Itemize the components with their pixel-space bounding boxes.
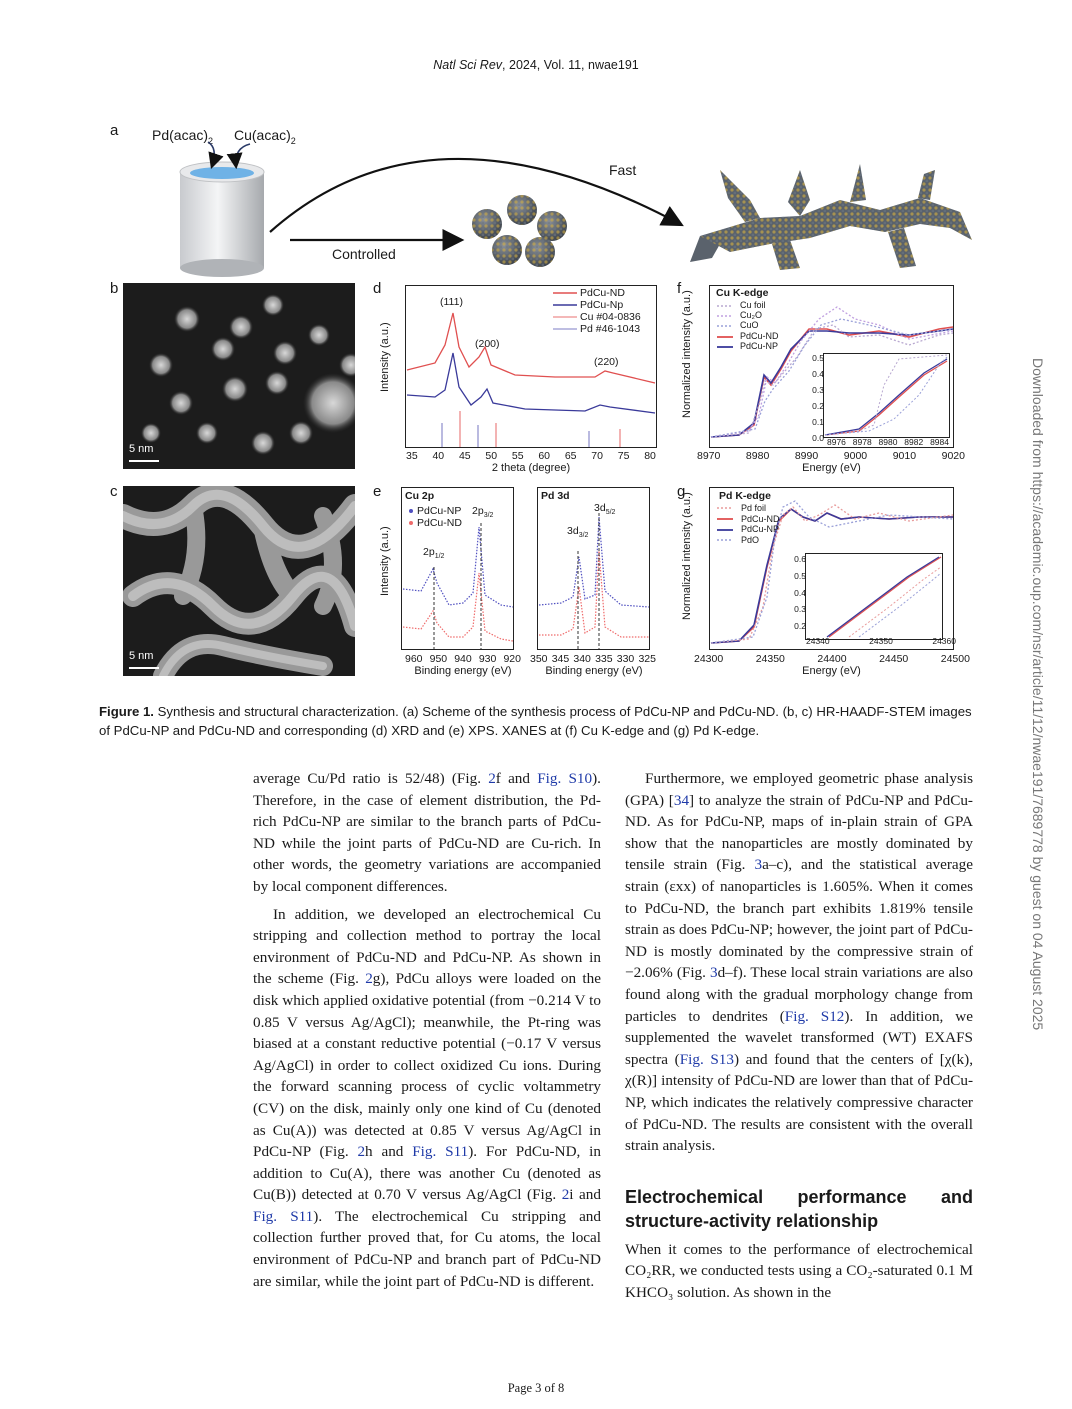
cu-legend-foil: Cu foil [740, 300, 766, 310]
pd-legend-foil: Pd foil [741, 503, 767, 513]
xps-y-axis-label: Intensity (a.u.) [379, 526, 391, 596]
xrd-peak-220: (220) [594, 356, 619, 368]
scale-bar-c: 5 nm [129, 650, 154, 662]
journal-volume: , 2024, Vol. 11, nwae191 [502, 58, 639, 72]
xrd-legend-2: PdCu-Np [580, 299, 624, 311]
stem-image-pdcu-np [123, 283, 355, 469]
xps-legend-np: PdCu-NP [417, 505, 462, 517]
link-fig-s11-a[interactable]: Fig. S11 [412, 1143, 469, 1161]
xps-cu-2p32: $2p_{3/2}$ [472, 505, 494, 520]
synthesis-scheme [160, 140, 990, 280]
link-fig-3a[interactable]: 3 [754, 856, 763, 874]
panel-c-letter: c [110, 483, 118, 500]
cu-xanes-title: Cu K-edge [716, 287, 769, 299]
cu-xanes-x-ticks: 8970 8980 8990 9000 9010 9020 [697, 450, 965, 462]
cu-legend-cuo: CuO [740, 320, 759, 331]
route-controlled-label: Controlled [332, 246, 396, 262]
route-fast-label: Fast [609, 162, 637, 178]
xrd-peak-200: (200) [475, 338, 500, 350]
pd-xanes-y-axis-label: Normalized intensity (a.u.) [681, 492, 693, 620]
pd-xanes-title: Pd K-edge [719, 490, 771, 502]
cu-xanes-inset [824, 354, 950, 438]
xps-pd-3d32: $3d_{3/2}$ [567, 525, 589, 540]
right-paragraph-2: When it comes to the performance of electrochemical CO₂RR, we conducted tests using a CO₂-saturated 0.1 M KHCO₃ solution. As shown in the [625, 1240, 973, 1301]
xps-cu-x-ticks: 960 950 940 930 920 [405, 653, 521, 665]
xrd-y-axis-label: Intensity (a.u.) [379, 322, 391, 392]
cu-xanes-legend [717, 306, 733, 347]
cu-xanes-x-label: Energy (eV) [802, 462, 861, 474]
link-fig-s13[interactable]: Fig. S13 [679, 1050, 734, 1068]
cu-inset-y-ticks: 0.5 0.4 0.3 0.2 0.1 0.0 [812, 353, 824, 444]
link-ref-34[interactable]: 34 [673, 791, 690, 809]
link-fig-3d[interactable]: 3 [709, 964, 718, 982]
link-fig-s12[interactable]: Fig. S12 [784, 1007, 845, 1025]
xrd-legend-1: PdCu-ND [580, 287, 625, 299]
left-column [253, 768, 601, 1292]
right-column [625, 768, 973, 1303]
panel-b-letter: b [110, 280, 119, 297]
pd-legend-pdo: PdO [741, 534, 760, 545]
cu-inset-x-ticks: 8976 8978 8980 8982 8984 [827, 437, 949, 447]
download-notice: Downloaded from https://academic.oup.com/nsr/article/11/12/nwae191/7689778 by guest on 04 August 2025 [1030, 358, 1046, 1031]
figure-caption [99, 702, 975, 740]
right-paragraph-1: Furthermore, we employed geometric phase analysis (GPA) [34] to analyze the strain of PdCu-NP and PdCu-ND. As for PdCu-NP, maps of in-plain strain of GPA show that the nanoparticles are mostly dominated by tensile strain (Fig. 3a–c), and the statistical average strain (εxx) of nanoparticles is 1.605%. When it comes to PdCu-ND, the branch part exhibits 1.819% tensile strain as does PdCu-NP; however, the joint part of PdCu-ND is mostly dominated by the compressive strain of −2.06% (Fig. 3d–f). These local strain variations are also found along with the gradual morphology change from particles to dendrites (Fig. S12). In addition, we supplemented the wavelet transformed (WT) EXAFS spectra (Fig. S13) and found that the centers of [χ(k), χ(R)] intensity of PdCu-ND are lower than that of PdCu-NP, which indicates the relatively compressive character of PdCu-ND. The results are consistent with the overall strain analysis. [625, 770, 973, 1155]
pd-xanes-legend-labels [741, 503, 780, 545]
link-fig-2i[interactable]: 2 [561, 1186, 570, 1204]
xps-cu-np [403, 527, 513, 607]
link-fig-s11-b[interactable]: Fig. S11 [253, 1207, 314, 1225]
pd-legend-np: PdCu-NP [741, 524, 780, 535]
xrd-legend [553, 293, 577, 329]
cu-legend-cu2o: Cu₂O [740, 310, 762, 321]
panel-e-letter: e [373, 483, 382, 500]
xps-pd-x-label: Binding energy (eV) [545, 665, 643, 677]
pd-xanes-x-ticks: 24300 24350 24400 24450 24500 [694, 653, 970, 665]
cu-xanes-legend-labels [740, 300, 779, 351]
xrd-legend-4: Pd #46-1043 [580, 323, 641, 335]
panel-a-letter: a [110, 122, 119, 139]
link-fig-2f[interactable]: 2 [488, 770, 496, 787]
scale-bar-b: 5 nm [129, 443, 154, 455]
cu-xanes-y-axis-label: Normalized intensity (a.u.) [681, 290, 693, 418]
xrd-legend-labels [580, 287, 641, 335]
figure-label: Figure 1. [99, 704, 154, 719]
xps-cu-nd [403, 573, 513, 641]
pd-legend-nd: PdCu-ND [741, 513, 780, 524]
link-fig-2g[interactable]: 2 [365, 970, 373, 988]
panel-f-letter: f [677, 280, 682, 297]
cu-legend-nd: PdCu-ND [740, 330, 779, 341]
xrd-peak-111: (111) [440, 296, 463, 308]
left-paragraph-2: In addition, we developed an electrochemical Cu stripping and collection method to portray the local environment of PdCu-ND and PdCu-NP. As shown in the scheme (Fig. 2g), PdCu alloys were loaded on the disk which applied oxidative potential (from −0.214 V to 0.85 V versus Ag/AgCl); meanwhile, the Pt-ring was biased at a constant reductive potential (−0.17 V versus Ag/AgCl) in order to collect oxidized Cu ions. During the forward scanning process of cyclic voltammetry (CV) on the disk, mainly only one kind of Cu (denoted as Cu(A)) was detected at 0.85 V versus Ag/AgCl in PdCu-NP (Fig. 2h and Fig. S11). For PdCu-ND, in addition to Cu(A), there was another Cu (denoted as Cu(B)) detected at 0.70 V versus Ag/AgCl (Fig. 2i and Fig. S11). The electrochemical Cu stripping and collection further proved that, for Cu atoms, the local environment of PdCu-NP and branch part of PdCu-ND are similar, while the joint part of PdCu-ND is different. [253, 905, 601, 1290]
link-fig-s10[interactable]: Fig. S10 [537, 770, 593, 787]
xps-pd-x-ticks: 350 345 340 335 330 325 [530, 653, 656, 665]
running-header [0, 58, 1072, 72]
precursor-pd-label: $Pd(acac)_2$ [152, 127, 214, 146]
xps-legend-nd: PdCu-ND [417, 517, 462, 529]
stem-image-pdcu-nd [123, 486, 355, 676]
xps-cu-title: Cu 2p [405, 490, 435, 502]
section-heading: Electrochemical performance and structure-activity relationship [625, 1186, 973, 1231]
link-fig-2h[interactable]: 2 [357, 1143, 366, 1161]
precursor-cu-label: $Cu(acac)_2$ [234, 127, 296, 146]
xrd-x-axis-label: 2 theta (degree) [491, 462, 571, 474]
pd-xanes-inset [806, 554, 943, 640]
xps-pd-title: Pd 3d [541, 490, 570, 502]
nanoparticle-cluster [472, 195, 567, 267]
pd-xanes-x-label: Energy (eV) [802, 665, 861, 677]
panel-g-letter: g [677, 483, 686, 500]
xps-legend [417, 505, 462, 529]
panel-d-letter: d [373, 280, 382, 297]
cu-legend-np: PdCu-NP [740, 340, 779, 351]
left-paragraph-1: average Cu/Pd ratio is 52/48) (Fig. 2f and Fig. S10). Therefore, in the case of element distribution, the Pd-rich PdCu-NP are similar to the branch parts of PdCu-ND while the joint parts of PdCu-ND are Cu-rich. In other words, the geometry variations are accompanied by local component differences. [253, 770, 601, 895]
xps-pd-np [539, 517, 649, 607]
pd-inset-y-ticks: 0.6 0.5 0.4 0.3 0.2 [794, 554, 806, 632]
page-number: Page 3 of 8 [507, 1381, 565, 1395]
xrd-legend-3: Cu #04-0836 [580, 311, 641, 323]
journal-name: Natl Sci Rev [433, 58, 503, 72]
reaction-vessel [180, 162, 264, 277]
xrd-ref-cu [460, 411, 620, 447]
xps-cu-x-label: Binding energy (eV) [414, 665, 512, 677]
xrd-x-ticks: 35 40 45 50 55 60 65 70 75 80 [406, 450, 656, 462]
xps-cu-2p12: $2p_{1/2}$ [423, 546, 445, 561]
xrd-ref-pd [442, 423, 589, 447]
figure-caption-text: Synthesis and structural characterization. (a) Scheme of the synthesis process of PdCu-NP and PdCu-ND. (b, c) HR-HAADF-STEM images of PdCu-NP and PdCu-ND and corresponding (d) XRD and (e) XPS. XANES at (f) Cu K-edge and (g) Pd K-edge. [99, 704, 972, 738]
xps-pd-nd [539, 551, 649, 637]
xps-pd-3d52: $3d_{5/2}$ [594, 502, 616, 517]
pd-xanes-legend [717, 508, 733, 540]
nanodendrite-texture [700, 164, 972, 270]
pd-inset-x-ticks: 24340 24350 24360 [806, 636, 956, 646]
